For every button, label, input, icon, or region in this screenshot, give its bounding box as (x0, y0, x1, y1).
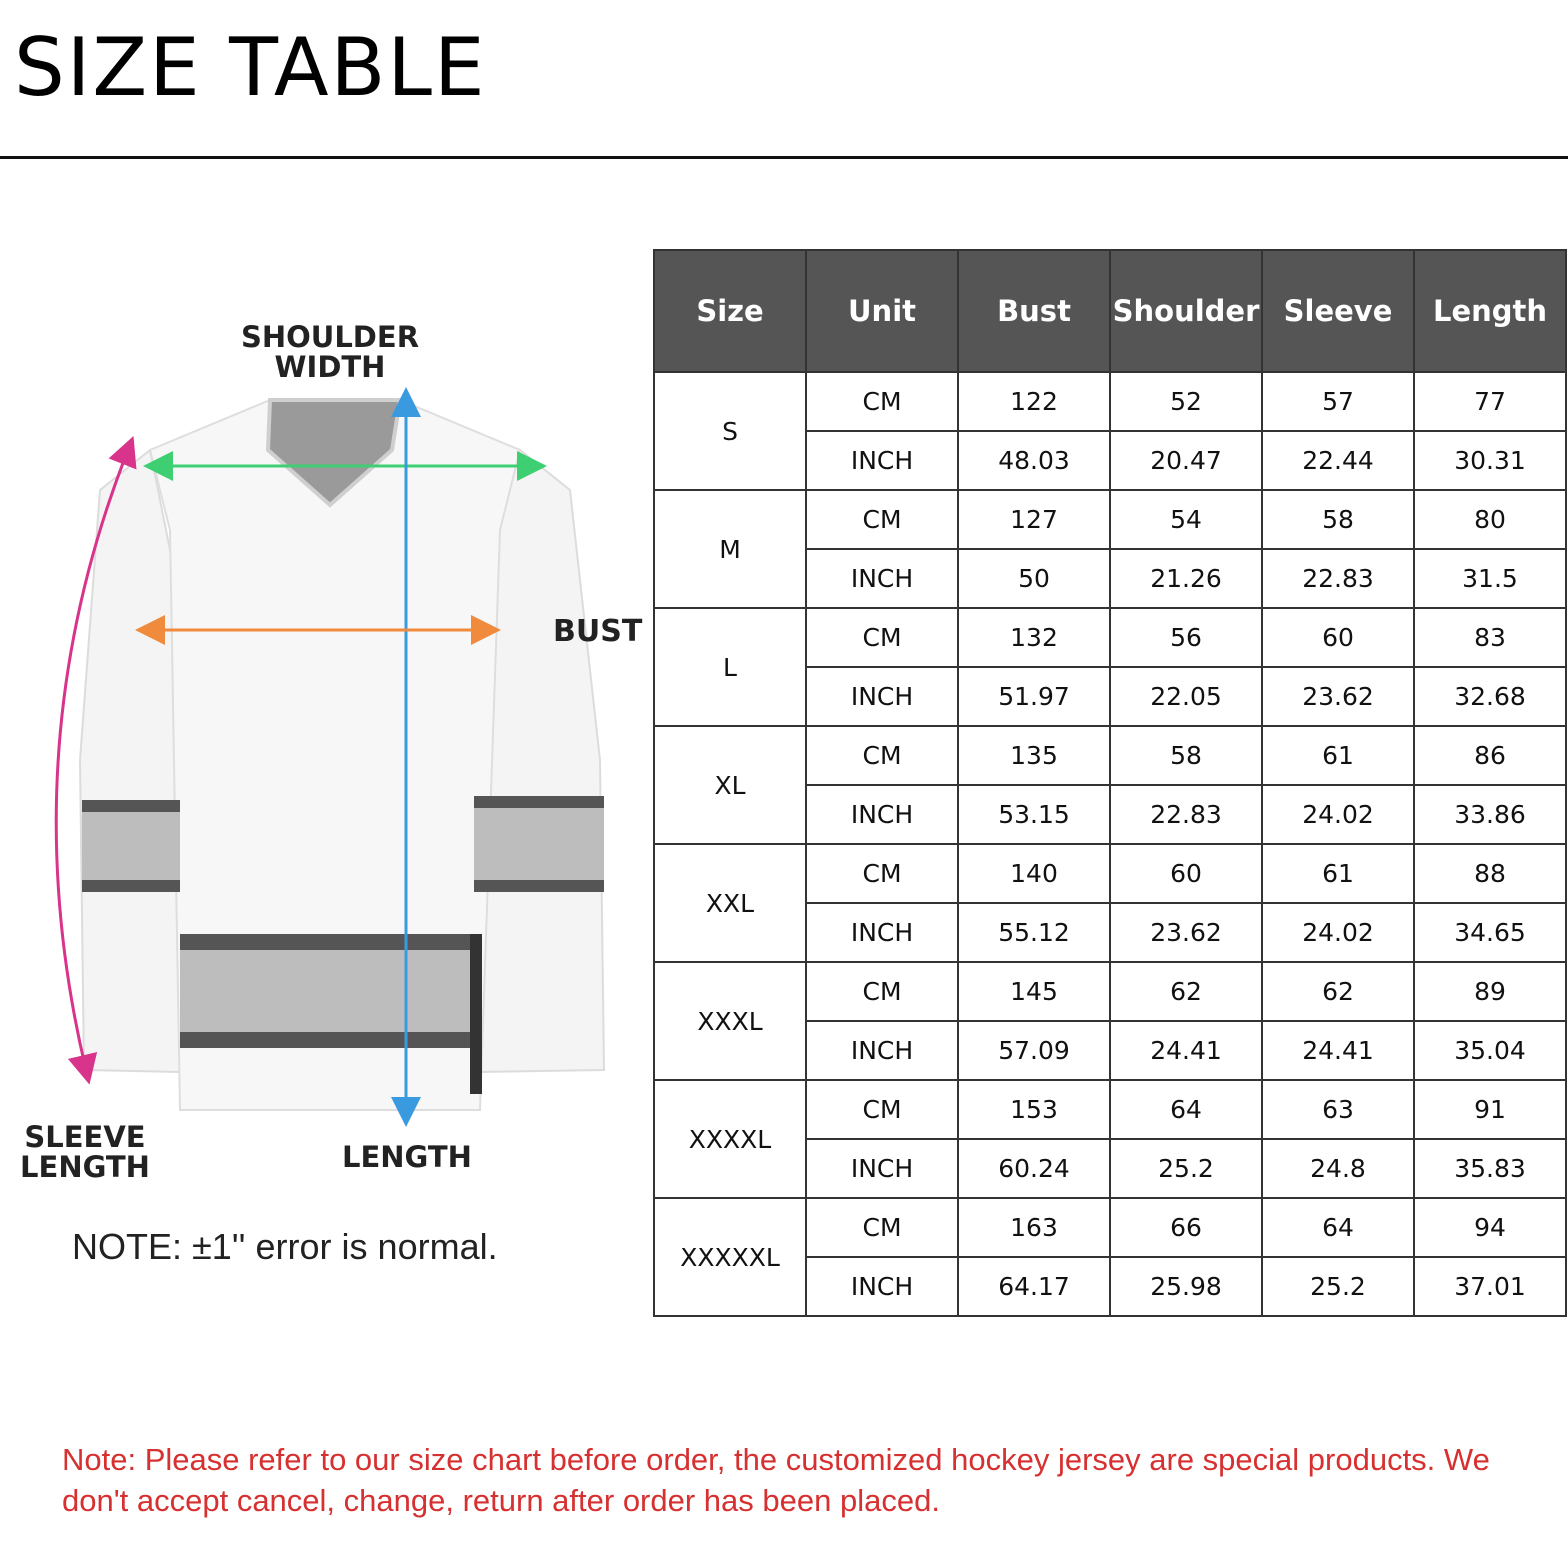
jersey-illustration (0, 300, 650, 1200)
value-cell: 54 (1110, 490, 1262, 549)
value-cell: 35.04 (1414, 1021, 1566, 1080)
value-cell: 60 (1110, 844, 1262, 903)
value-cell: 48.03 (958, 431, 1110, 490)
column-header: Length (1414, 250, 1566, 372)
value-cell: 30.31 (1414, 431, 1566, 490)
value-cell: 24.41 (1110, 1021, 1262, 1080)
value-cell: 62 (1110, 962, 1262, 1021)
error-note: NOTE: ±1'' error is normal. (72, 1226, 498, 1267)
value-cell: 64 (1262, 1198, 1414, 1257)
bust-label: BUST (553, 614, 643, 649)
value-cell: 22.83 (1110, 785, 1262, 844)
unit-cell: CM (806, 1080, 958, 1139)
unit-cell: INCH (806, 1257, 958, 1316)
size-cell: XXXXXL (654, 1198, 806, 1316)
value-cell: 37.01 (1414, 1257, 1566, 1316)
size-cell: S (654, 372, 806, 490)
table-header-row (654, 250, 1566, 372)
column-header: Unit (806, 250, 958, 372)
unit-cell: CM (806, 1198, 958, 1257)
value-cell: 55.12 (958, 903, 1110, 962)
value-cell: 94 (1414, 1198, 1566, 1257)
value-cell: 127 (958, 490, 1110, 549)
value-cell: 34.65 (1414, 903, 1566, 962)
size-cell: XXXL (654, 962, 806, 1080)
value-cell: 23.62 (1262, 667, 1414, 726)
value-cell: 32.68 (1414, 667, 1566, 726)
value-cell: 88 (1414, 844, 1566, 903)
value-cell: 51.97 (958, 667, 1110, 726)
unit-cell: INCH (806, 549, 958, 608)
value-cell: 64 (1110, 1080, 1262, 1139)
unit-cell: CM (806, 844, 958, 903)
value-cell: 22.05 (1110, 667, 1262, 726)
value-cell: 24.41 (1262, 1021, 1414, 1080)
table-row (654, 490, 1566, 549)
value-cell: 140 (958, 844, 1110, 903)
table-row (654, 844, 1566, 903)
unit-cell: INCH (806, 667, 958, 726)
value-cell: 61 (1262, 844, 1414, 903)
size-table (653, 249, 1567, 1317)
value-cell: 52 (1110, 372, 1262, 431)
unit-cell: INCH (806, 903, 958, 962)
value-cell: 58 (1110, 726, 1262, 785)
table-row (654, 372, 1566, 431)
value-cell: 80 (1414, 490, 1566, 549)
value-cell: 61 (1262, 726, 1414, 785)
header-divider (0, 156, 1568, 159)
value-cell: 163 (958, 1198, 1110, 1257)
table-row (654, 608, 1566, 667)
value-cell: 25.2 (1262, 1257, 1414, 1316)
table-row (654, 726, 1566, 785)
shoulder-width-label: SHOULDER WIDTH (240, 320, 420, 385)
table-row (654, 1198, 1566, 1257)
value-cell: 64.17 (958, 1257, 1110, 1316)
value-cell: 60.24 (958, 1139, 1110, 1198)
jersey-figure (0, 300, 650, 1300)
column-header: Bust (958, 250, 1110, 372)
size-cell: M (654, 490, 806, 608)
value-cell: 58 (1262, 490, 1414, 549)
value-cell: 23.62 (1110, 903, 1262, 962)
value-cell: 33.86 (1414, 785, 1566, 844)
table-row (654, 962, 1566, 1021)
length-label: LENGTH (342, 1140, 472, 1174)
value-cell: 86 (1414, 726, 1566, 785)
value-cell: 66 (1110, 1198, 1262, 1257)
value-cell: 31.5 (1414, 549, 1566, 608)
unit-cell: CM (806, 372, 958, 431)
value-cell: 56 (1110, 608, 1262, 667)
unit-cell: INCH (806, 431, 958, 490)
unit-cell: INCH (806, 1139, 958, 1198)
value-cell: 77 (1414, 372, 1566, 431)
value-cell: 24.8 (1262, 1139, 1414, 1198)
sleeve-length-label: SLEEVE LENGTH (20, 1120, 150, 1185)
value-cell: 60 (1262, 608, 1414, 667)
value-cell: 132 (958, 608, 1110, 667)
value-cell: 22.83 (1262, 549, 1414, 608)
table-body (654, 372, 1566, 1316)
value-cell: 25.2 (1110, 1139, 1262, 1198)
column-header: Shoulder (1110, 250, 1262, 372)
value-cell: 53.15 (958, 785, 1110, 844)
unit-cell: CM (806, 608, 958, 667)
value-cell: 135 (958, 726, 1110, 785)
value-cell: 50 (958, 549, 1110, 608)
value-cell: 63 (1262, 1080, 1414, 1139)
value-cell: 62 (1262, 962, 1414, 1021)
value-cell: 21.26 (1110, 549, 1262, 608)
table-row (654, 1080, 1566, 1139)
footer-note: Note: Please refer to our size chart before order, the customized hockey jersey are special products. We don't accept cancel, change, return after order has been placed. (62, 1442, 1490, 1518)
size-cell: XL (654, 726, 806, 844)
value-cell: 57 (1262, 372, 1414, 431)
value-cell: 145 (958, 962, 1110, 1021)
value-cell: 35.83 (1414, 1139, 1566, 1198)
size-cell: L (654, 608, 806, 726)
value-cell: 91 (1414, 1080, 1566, 1139)
size-cell: XXXXL (654, 1080, 806, 1198)
unit-cell: CM (806, 490, 958, 549)
value-cell: 122 (958, 372, 1110, 431)
value-cell: 83 (1414, 608, 1566, 667)
value-cell: 153 (958, 1080, 1110, 1139)
value-cell: 89 (1414, 962, 1566, 1021)
value-cell: 24.02 (1262, 785, 1414, 844)
unit-cell: CM (806, 726, 958, 785)
column-header: Size (654, 250, 806, 372)
value-cell: 25.98 (1110, 1257, 1262, 1316)
value-cell: 57.09 (958, 1021, 1110, 1080)
unit-cell: INCH (806, 1021, 958, 1080)
unit-cell: INCH (806, 785, 958, 844)
size-cell: XXL (654, 844, 806, 962)
column-header: Sleeve (1262, 250, 1414, 372)
unit-cell: CM (806, 962, 958, 1021)
value-cell: 24.02 (1262, 903, 1414, 962)
page-title: SIZE TABLE (14, 21, 487, 114)
value-cell: 22.44 (1262, 431, 1414, 490)
value-cell: 20.47 (1110, 431, 1262, 490)
